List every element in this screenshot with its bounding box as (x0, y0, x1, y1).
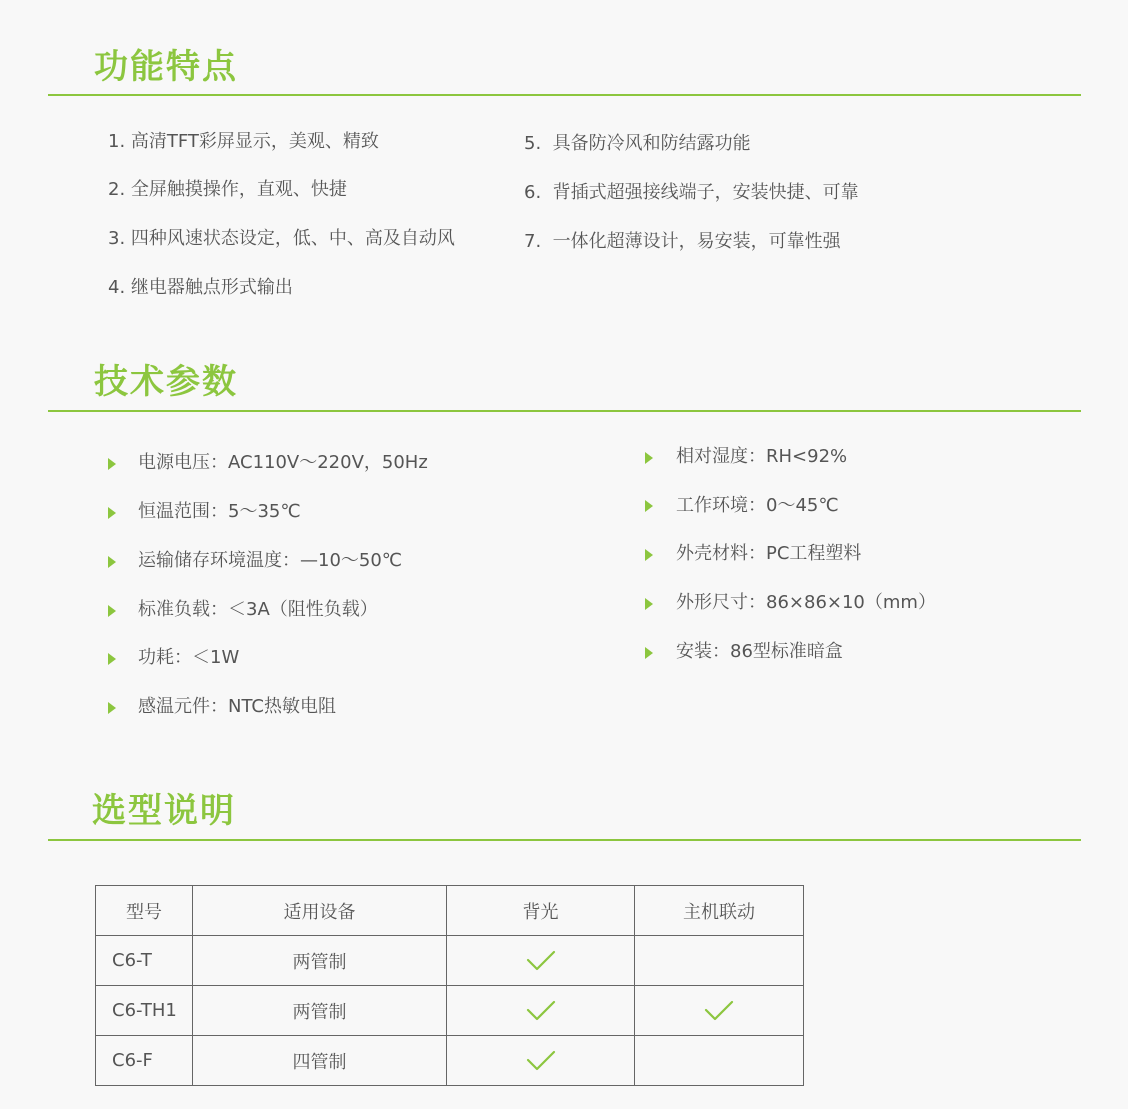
spec-environment: 工作环境：0～45℃ (676, 495, 839, 516)
header-model: 型号 (96, 886, 193, 936)
cell-link (635, 936, 804, 986)
header-device: 适用设备 (193, 886, 447, 936)
cell-device: 两管制 (193, 986, 447, 1036)
selection-title: 选型说明 (92, 791, 236, 831)
feature-item-6: 6. 背插式超强接线端子，安装快捷、可靠 (524, 182, 859, 203)
table-row (96, 986, 804, 1036)
triangle-bullet-icon (108, 605, 116, 617)
feature-item-7: 7. 一体化超薄设计，易安装，可靠性强 (524, 231, 841, 252)
spec-installation: 安装：86型标准暗盒 (676, 641, 843, 662)
triangle-bullet-icon (108, 507, 116, 519)
triangle-bullet-icon (108, 556, 116, 568)
triangle-bullet-icon (645, 647, 653, 659)
table-header-row (96, 886, 804, 936)
cell-backlight (447, 1036, 635, 1086)
specs-divider (48, 410, 1081, 412)
cell-link (635, 1036, 804, 1086)
triangle-bullet-icon (645, 500, 653, 512)
feature-item-2: 2. 全屏触摸操作，直观、快捷 (108, 179, 347, 200)
triangle-bullet-icon (645, 598, 653, 610)
triangle-bullet-icon (645, 549, 653, 561)
check-icon (526, 1050, 556, 1072)
cell-model: C6-T (96, 936, 193, 986)
feature-item-1: 1. 高清TFT彩屏显示，美观、精致 (108, 131, 379, 152)
specs-title: 技术参数 (94, 362, 238, 402)
cell-device: 四管制 (193, 1036, 447, 1086)
cell-backlight (447, 936, 635, 986)
spec-load: 标准负载：＜3A（阻性负载） (138, 599, 378, 620)
spec-voltage: 电源电压：AC110V～220V，50Hz (138, 452, 428, 473)
cell-device: 两管制 (193, 936, 447, 986)
check-icon (526, 1000, 556, 1022)
cell-model: C6-TH1 (96, 986, 193, 1036)
feature-item-3: 3. 四种风速状态设定，低、中、高及自动风 (108, 228, 455, 249)
check-icon (526, 950, 556, 972)
spec-humidity: 相对湿度：RH<92% (676, 446, 848, 467)
spec-power: 功耗：＜1W (138, 647, 240, 668)
spec-storage-temp: 运输储存环境温度：—10～50℃ (138, 550, 403, 571)
triangle-bullet-icon (108, 458, 116, 470)
spec-sensor: 感温元件：NTC热敏电阻 (138, 696, 336, 717)
spec-material: 外壳材料：PC工程塑料 (676, 543, 862, 564)
triangle-bullet-icon (108, 653, 116, 665)
selection-divider (48, 839, 1081, 841)
table-row (96, 936, 804, 986)
triangle-bullet-icon (108, 702, 116, 714)
check-icon (704, 1000, 734, 1022)
selection-table (95, 885, 804, 1086)
features-divider (48, 94, 1081, 96)
spec-temp-range: 恒温范围：5～35℃ (138, 501, 301, 522)
header-link: 主机联动 (635, 886, 804, 936)
spec-dimensions: 外形尺寸：86×86×10（mm） (676, 592, 936, 613)
cell-link (635, 986, 804, 1036)
triangle-bullet-icon (645, 452, 653, 464)
table-row (96, 1036, 804, 1086)
feature-item-5: 5. 具备防冷风和防结露功能 (524, 133, 751, 154)
cell-backlight (447, 986, 635, 1036)
feature-item-4: 4. 继电器触点形式输出 (108, 277, 293, 298)
header-backlight: 背光 (447, 886, 635, 936)
features-title: 功能特点 (94, 47, 238, 87)
cell-model: C6-F (96, 1036, 193, 1086)
